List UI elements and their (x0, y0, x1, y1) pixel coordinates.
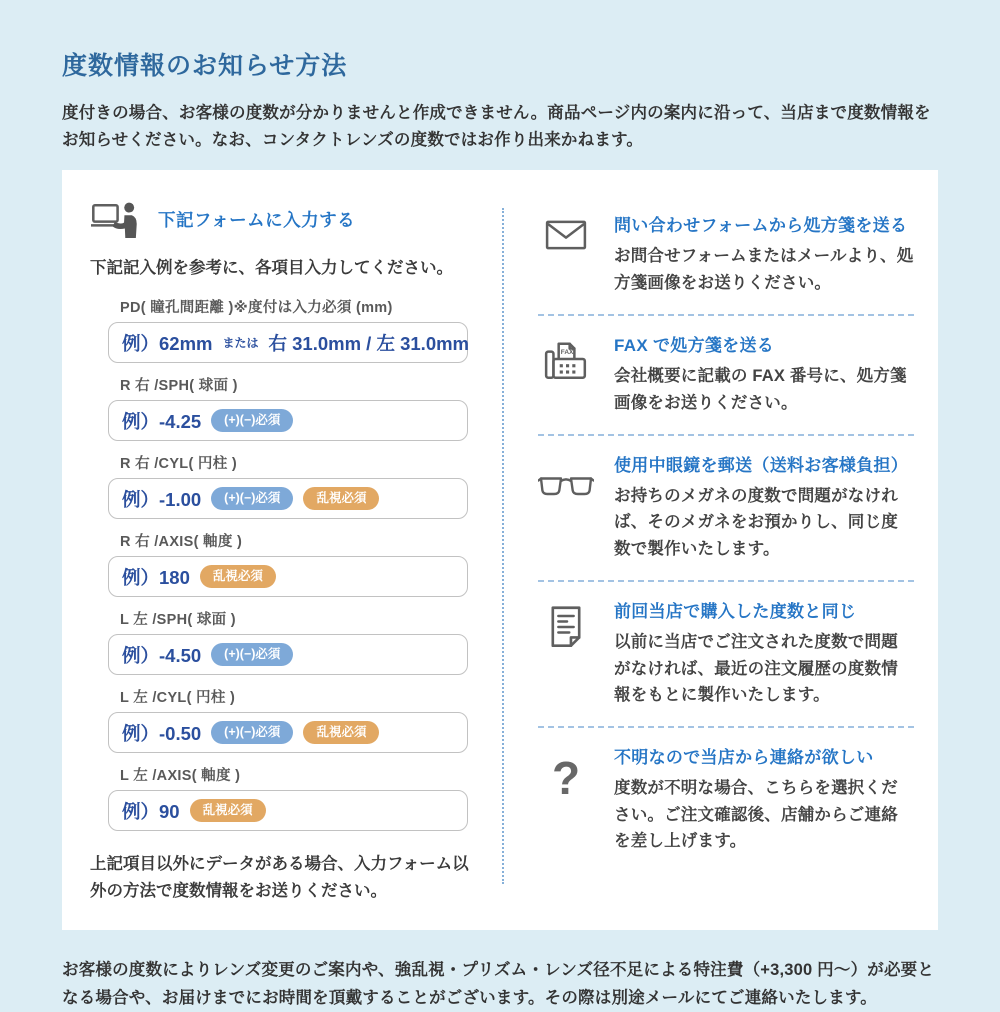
form-instruction: 下記記入例を参考に、各項目入力してください。 (90, 259, 453, 278)
field-label: R 右 /SPH( 球面 ) (120, 378, 238, 395)
r-cyl-example-box (108, 478, 468, 519)
plus-minus-required-badge: (+)(−)必須 (211, 721, 293, 744)
glasses-icon (538, 451, 594, 562)
method-description: 以前に当店でご注文された度数で問題がなければ、最近の注文履歴の度数情報をもとに製作いたします。 (614, 633, 898, 704)
method-unknown-contact-me (538, 726, 914, 872)
method-contact-form (538, 196, 914, 314)
r-axis-example-box (108, 556, 468, 597)
astigmatism-required-badge: 乱視必須 (303, 487, 379, 510)
question-glyph: ? (551, 752, 581, 805)
example-value-alt: 右 31.0mm / 左 31.0mm (268, 332, 470, 354)
method-heading: FAX で処方箋を送る (614, 336, 775, 356)
method-mail-glasses (538, 434, 914, 580)
l-axis-example-box (108, 790, 468, 831)
l-sph-example-box (108, 634, 468, 675)
example-value: 例）62mm (122, 332, 213, 354)
example-value: 例）90 (122, 800, 180, 822)
page-title: 度数情報のお知らせ方法 (62, 52, 348, 80)
method-description: お持ちのメガネの度数で問題がなければ、そのメガネをお預かりし、同じ度数で製作いたします。 (614, 487, 898, 558)
astigmatism-required-badge: 乱視必須 (190, 799, 266, 822)
plus-minus-required-badge: (+)(−)必須 (211, 409, 293, 432)
method-heading: 使用中眼鏡を郵送（送料お客様負担） (614, 456, 909, 475)
intro-text: 度付きの場合、お客様の度数が分かりませんと作成できません。商品ページ内の案内に沿って、当店まで度数情報をお知らせください。なお、コンタクトレンズの度数ではお作り出来かねます。 (62, 104, 931, 150)
plus-minus-required-badge: (+)(−)必須 (211, 643, 293, 666)
prescription-methods-card (62, 170, 938, 930)
prescription-form-examples (108, 296, 502, 831)
method-description: お問合せフォームまたはメールより、処方箋画像をお送りください。 (614, 247, 914, 292)
example-value: 例）-0.50 (122, 722, 202, 744)
example-connector: または (222, 336, 259, 351)
form-section-note: 上記項目以外にデータがある場合、入力フォーム以外の方法で度数情報をお送りください。 (90, 855, 469, 900)
form-field-pd (108, 296, 502, 363)
method-text (614, 211, 914, 296)
method-fax (538, 314, 914, 434)
method-heading: 不明なので当店から連絡が欲しい (614, 748, 874, 768)
alternative-methods-section (504, 194, 938, 904)
plus-minus-required-badge: (+)(−)必須 (211, 487, 293, 510)
form-field-l-cyl (108, 686, 502, 753)
field-label: R 右 /AXIS( 軸度 ) (120, 534, 243, 551)
form-field-r-axis (108, 530, 502, 597)
example-value: 例）-4.50 (122, 644, 202, 666)
form-entry-section (62, 194, 502, 904)
form-field-r-sph (108, 374, 502, 441)
form-section-header (88, 200, 502, 238)
method-description: 度数が不明な場合、こちらを選択ください。ご注文確認後、店舗からご連絡を差し上げます。 (614, 779, 898, 851)
method-previous-order (538, 580, 914, 726)
fax-icon (538, 331, 594, 416)
l-cyl-example-box (108, 712, 468, 753)
field-label: L 左 /SPH( 球面 ) (120, 612, 236, 629)
field-label: L 左 /CYL( 円柱 ) (120, 690, 236, 707)
example-value: 例）180 (122, 566, 190, 588)
question-icon (538, 743, 594, 854)
document-icon (538, 597, 594, 708)
astigmatism-required-badge: 乱視必須 (200, 565, 276, 588)
envelope-icon (538, 211, 594, 296)
field-label: R 右 /CYL( 円柱 ) (120, 456, 237, 473)
form-field-l-axis (108, 764, 502, 831)
form-section-heading: 下記フォームに入力する (158, 209, 356, 230)
method-description: 会社概要に記載の FAX 番号に、処方箋画像をお送りください。 (614, 367, 907, 412)
field-label: L 左 /AXIS( 軸度 ) (120, 768, 241, 785)
footer-note: お客様の度数によりレンズ変更のご案内や、強乱視・プリズム・レンズ径不足による特注費（+3,300 円〜）が必要となる場合や、お届けまでにお時間を頂戴することがございます。その際は別途メールにてご連絡いたします。 (62, 961, 935, 1008)
r-sph-example-box (108, 400, 468, 441)
method-text (614, 331, 914, 416)
astigmatism-required-badge: 乱視必須 (303, 721, 379, 744)
pd-example-box (108, 322, 468, 363)
person-at-computer-icon (88, 200, 144, 238)
method-text (614, 597, 914, 708)
form-field-l-sph (108, 608, 502, 675)
method-text (614, 451, 914, 562)
example-value: 例）-4.25 (122, 410, 202, 432)
field-label: PD( 瞳孔間距離 )※度付は入力必須 (mm) (120, 300, 393, 317)
fax-icon-label: FAX (560, 349, 574, 357)
method-heading: 問い合わせフォームから処方箋を送る (614, 216, 908, 236)
form-field-r-cyl (108, 452, 502, 519)
example-value: 例）-1.00 (122, 488, 202, 510)
method-text (614, 743, 914, 854)
method-heading: 前回当店で購入した度数と同じ (614, 602, 857, 622)
